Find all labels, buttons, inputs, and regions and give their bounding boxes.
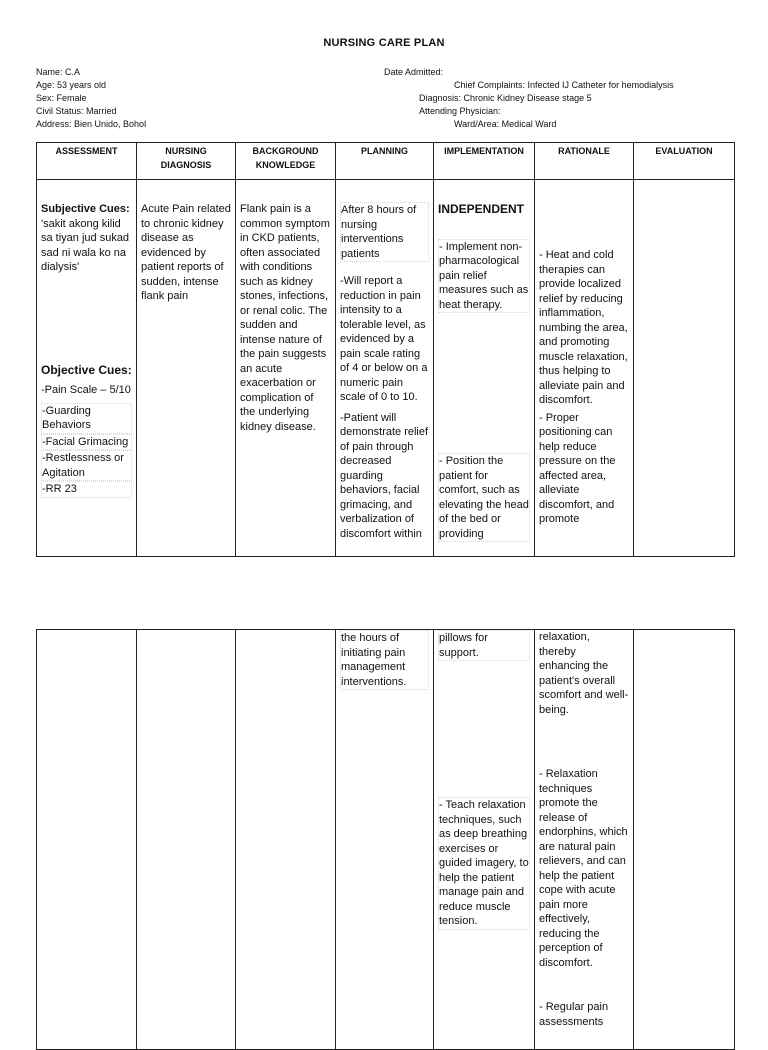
implementation-item-heat-therapy: - Implement non-pharmacological pain relief measures such as heat therapy. [438,239,530,314]
nursing-diagnosis-text: Acute Pain related to chronic kidney disease as evidenced by patient reports of sudden, intense flank pain [141,203,231,302]
planning-goal-2: -Patient will demonstrate relief of pain through decreased guarding behaviors, facial grimacing, and verbalization of discomfort within [340,411,429,540]
rationale-relaxation: - Relaxation techniques promote the release of endorphins, which are natural pain relievers, and can help the patient cope with acute pain more effectively, reducing the perception of discomfort. [539,768,628,969]
col-header-rationale: RATIONALE [535,143,634,180]
patient-sex: Sex: Female [36,92,87,103]
evaluation-cell-page2 [634,630,735,1050]
objective-restlessness: -Restlessness or Agitation [41,450,132,481]
col-header-assessment: ASSESSMENT [37,143,137,180]
planning-cell [336,180,434,557]
nursing-diagnosis-cell [137,180,236,557]
objective-label: Objective Cues: [41,362,132,377]
subjective-cues [41,202,132,275]
planning-cell-page2 [336,630,434,1050]
date-admitted: Date Admitted: [384,67,444,77]
implementation-item-relaxation: - Teach relaxation techniques, such as deep breathing exercises or guided imagery, to help the patient manage pain and reduce muscle tension. [438,797,530,930]
care-plan-table-page1 [36,142,735,557]
implementation-cell [434,180,535,557]
assessment-cell [37,180,137,557]
implementation-independent-header: INDEPENDENT [438,202,525,216]
col-header-implementation: IMPLEMENTATION [434,143,535,180]
attending-physician: Attending Physician: [419,106,501,116]
col-header-evaluation: EVALUATION [634,143,735,180]
implementation-cell-page2 [434,630,535,1050]
rationale-cell [535,180,634,557]
chief-complaints: Chief Complaints: Infected IJ Catheter for hemodialysis [454,80,674,90]
implementation-item-positioning-continued: pillows for support. [438,630,530,661]
rationale-heat-therapy: - Heat and cold therapies can provide localized relief by reducing inflammation, numbing the area, and promoting muscle relaxation, thus helping to alleviate pain and discomfort. [539,249,628,406]
evaluation-cell [634,180,735,557]
objective-guarding: -Guarding Behaviors [41,403,132,434]
background-cell [236,180,336,557]
patient-info-left [36,66,146,131]
rationale-positioning: - Proper positioning can help reduce pressure on the affected area, alleviate discomfort, and promote [539,411,616,525]
patient-address: Address: Bien Unido, Bohol [36,118,147,129]
patient-name: Name: C.A [36,67,81,77]
col-header-background-knowledge: BACKGROUND KNOWLEDGE [236,143,336,180]
objective-pain-scale: -Pain Scale – 5/10 [41,384,131,396]
page-title: NURSING CARE PLAN [323,37,445,49]
care-plan-table-page2 [36,629,735,1050]
diagnosis-line: Diagnosis: Chronic Kidney Disease stage 5 [419,93,592,103]
planning-goal-1: -Will report a reduction in pain intensity to a tolerable level, as evidenced by a pain scale rating of 4 or below on a numeric pain scale of 0 to 10. [340,275,428,403]
objective-facial: -Facial Grimacing [41,434,132,451]
patient-age: Age: 53 years old [36,79,107,90]
nursing-diagnosis-cell-page2 [137,630,236,1050]
rationale-pain-assessments: - Regular pain assessments [539,1001,609,1028]
assessment-cell-page2 [37,630,137,1050]
rationale-cell-page2 [535,630,634,1050]
ward-area: Ward/Area: Medical Ward [454,119,557,129]
background-text: Flank pain is a common symptom in CKD patients, often associated with conditions such as kidney stones, infections, or renal colic. The sudden and intense nature of the pain suggests an acute exacerbation or complication of the underlying kidney disease. [240,203,330,433]
col-header-nursing-diagnosis: NURSING DIAGNOSIS [137,143,236,180]
background-cell-page2 [236,630,336,1050]
planning-goal-intro: After 8 hours of nursing interventions patients [340,202,429,262]
implementation-item-positioning: - Position the patient for comfort, such as elevating the head of the bed or providing [438,453,530,542]
patient-civil-status: Civil Status: Married [36,105,117,116]
rationale-positioning-continued: relaxation, thereby enhancing the patient's overall scomfort and well-being. [539,631,629,716]
planning-goal-2-continued: the hours of initiating pain management interventions. [340,630,429,690]
objective-rr: -RR 23 [41,481,132,498]
subjective-text: 'sakit akong kilid sa tiyan jud sukad sad ni wala ko na dialysis' [41,217,130,273]
subjective-label: Subjective Cues: [41,203,130,215]
col-header-planning: PLANNING [336,143,434,180]
